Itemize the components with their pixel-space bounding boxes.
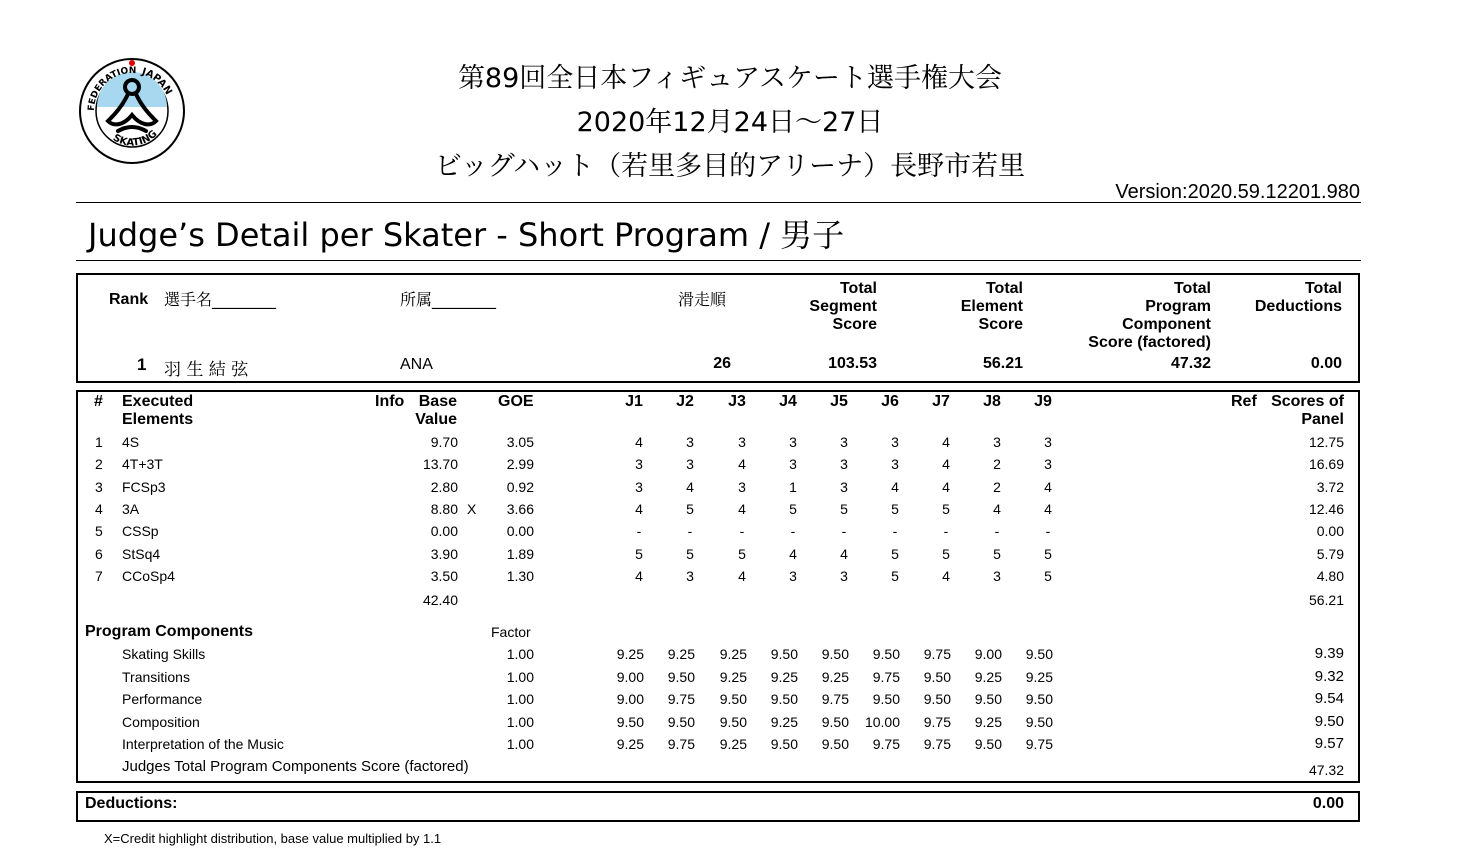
element-base-value: 3.90	[430, 545, 458, 562]
component-judge-score: 9.75	[923, 646, 951, 662]
component-judge-score: 9.50	[821, 646, 849, 662]
judge-score: 4	[993, 500, 1001, 517]
club-header: 所属________	[400, 290, 497, 309]
ref-header: Ref	[1231, 393, 1257, 410]
component-judge-score: 9.50	[667, 713, 695, 730]
judge-score: 3	[840, 434, 848, 450]
component-name: Composition	[122, 713, 200, 730]
judge-score: -	[841, 523, 847, 540]
component-judge-score: 9.50	[821, 736, 849, 752]
judge-score: 4	[1044, 478, 1052, 495]
element-code: StSq4	[122, 545, 161, 562]
logo-text-bottom: SKATING	[110, 128, 160, 149]
element-base-value: 13.70	[422, 456, 458, 473]
judge-score: 5	[942, 500, 950, 517]
judge-score: 3	[686, 434, 694, 450]
judge-score: -	[636, 523, 642, 540]
element-base-value: 2.80	[430, 478, 458, 495]
component-judge-score: 9.25	[974, 713, 1002, 730]
component-judge-score: 9.50	[719, 713, 747, 730]
element-number: 1	[95, 434, 103, 450]
element-goe: 1.89	[506, 545, 534, 562]
deductions-value: 0.00	[1312, 795, 1344, 812]
component-judge-score: 9.25	[1025, 668, 1053, 685]
judge-score: 3	[789, 567, 797, 584]
deductions-box	[76, 791, 1360, 822]
element-code: CSSp	[122, 523, 159, 540]
judge-score: 5	[942, 545, 950, 562]
element-code: FCSp3	[122, 478, 166, 495]
judge-score: 3	[993, 567, 1001, 584]
element-panel-score: 12.75	[1308, 434, 1344, 450]
component-judge-score: 9.00	[616, 668, 644, 685]
deductions-label: Deductions:	[85, 795, 178, 812]
component-factor: 1.00	[506, 736, 534, 752]
panel-header: Scores of Panel	[1271, 393, 1344, 428]
judge-score: 5	[635, 545, 643, 562]
element-info: X	[467, 500, 477, 517]
goe-header: GOE	[498, 393, 534, 410]
element-goe: 1.30	[506, 567, 534, 584]
judge-score: 5	[789, 500, 797, 517]
divider-bottom	[76, 260, 1361, 261]
component-judge-score: 9.50	[1025, 691, 1053, 707]
judge-score: 3	[789, 434, 797, 450]
component-judge-score: 9.25	[821, 668, 849, 685]
judge-score: 3	[789, 456, 797, 473]
judge-score: 4	[635, 500, 643, 517]
judge-score: 4	[635, 567, 643, 584]
element-code: CCoSp4	[122, 567, 175, 584]
component-judge-score: 9.25	[667, 646, 695, 662]
element-panel-score: 4.80	[1316, 567, 1344, 584]
ded-header: Total Deductions	[1254, 280, 1342, 315]
divider-top	[76, 202, 1361, 203]
component-judge-score: 9.75	[872, 668, 900, 685]
element-number: 5	[95, 523, 103, 540]
judge-score: 4	[738, 500, 746, 517]
judge-score: -	[994, 523, 1000, 540]
element-number: 4	[95, 500, 103, 517]
element-base-value: 8.80	[430, 500, 458, 517]
component-judge-score: 9.75	[872, 736, 900, 752]
judge-score: -	[892, 523, 898, 540]
component-score: 9.50	[1314, 712, 1344, 730]
element-base-value: 9.70	[430, 434, 458, 450]
component-factor: 1.00	[506, 668, 534, 685]
judge-score: 4	[738, 567, 746, 584]
component-judge-score: 10.00	[864, 713, 900, 730]
components-total: 47.32	[1308, 762, 1344, 778]
judge-score: 5	[840, 500, 848, 517]
element-base-value: 3.50	[430, 567, 458, 584]
footnote: X=Credit highlight distribution, base value multiplied by 1.1	[104, 831, 442, 846]
element-number: 6	[95, 545, 103, 562]
component-judge-score: 9.50	[923, 668, 951, 685]
judge-score: 4	[789, 545, 797, 562]
judge-score: 5	[891, 500, 899, 517]
component-judge-score: 9.25	[719, 736, 747, 752]
judge-header-6: J6	[881, 393, 899, 410]
judge-score: 2	[993, 456, 1001, 473]
skater-club: ANA	[400, 356, 433, 373]
components-title: Program Components	[85, 623, 254, 640]
judge-score: 3	[738, 478, 746, 495]
component-factor: 1.00	[506, 713, 534, 730]
component-judge-score: 9.75	[1025, 736, 1053, 752]
component-judge-score: 9.75	[923, 736, 951, 752]
component-judge-score: 9.50	[872, 691, 900, 707]
skater-tes: 56.21	[982, 355, 1023, 372]
component-name: Interpretation of the Music	[122, 736, 284, 752]
judge-score: 3	[891, 434, 899, 450]
factor-label: Factor	[491, 624, 531, 640]
component-judge-score: 9.50	[974, 736, 1002, 752]
judge-header-8: J8	[983, 393, 1001, 410]
component-judge-score: 9.25	[770, 713, 798, 730]
components-total-label: Judges Total Program Components Score (factored)	[122, 758, 469, 775]
order-header: 滑走順	[678, 290, 727, 309]
element-panel-score: 12.46	[1308, 500, 1344, 517]
pcs-header: Total Program Component Score (factored)	[1088, 280, 1211, 351]
judge-score: 4	[738, 456, 746, 473]
component-judge-score: 9.00	[974, 646, 1002, 662]
judge-header-2: J2	[676, 393, 694, 410]
component-score: 9.54	[1314, 690, 1344, 707]
base-header: Base Value	[415, 393, 457, 428]
judge-score: 3	[635, 456, 643, 473]
rank-header: Rank	[109, 291, 149, 308]
component-judge-score: 9.50	[1025, 646, 1053, 662]
component-judge-score: 9.25	[770, 668, 798, 685]
event-title: 第89回全日本フィギュアスケート選手権大会	[457, 63, 1003, 94]
judge-header-4: J4	[779, 393, 797, 410]
judge-score: 5	[891, 567, 899, 584]
judge-score: 5	[686, 545, 694, 562]
judge-score: 3	[840, 567, 848, 584]
judge-score: 3	[635, 478, 643, 495]
element-panel-score: 0.00	[1316, 523, 1344, 540]
judge-score: 5	[738, 545, 746, 562]
judge-score: 3	[891, 456, 899, 473]
judge-score: 5	[1044, 545, 1052, 562]
judge-score: 4	[942, 478, 950, 495]
judge-header-1: J1	[625, 393, 643, 410]
judge-score: -	[739, 523, 745, 540]
element-goe: 3.05	[506, 434, 534, 450]
component-judge-score: 9.75	[667, 691, 695, 707]
element-goe: 3.66	[506, 500, 534, 517]
component-judge-score: 9.75	[821, 691, 849, 707]
element-code: 4S	[122, 434, 140, 450]
info-header: Info	[375, 393, 405, 410]
judge-score: 2	[993, 478, 1001, 495]
element-number: 7	[95, 567, 103, 584]
component-judge-score: 9.25	[974, 668, 1002, 685]
event-dates: 2020年12月24日～27日	[576, 107, 884, 138]
skater-deductions: 0.00	[1310, 355, 1342, 372]
component-name: Performance	[122, 691, 203, 707]
logo-text-top: JAPAN	[140, 66, 174, 97]
element-goe: 0.92	[506, 478, 534, 495]
element-number: 2	[95, 456, 103, 473]
judge-score: 5	[891, 545, 899, 562]
base-total: 42.40	[422, 592, 458, 608]
judge-score: 3	[686, 567, 694, 584]
component-judge-score: 9.50	[770, 646, 798, 662]
judge-score: 1	[789, 478, 797, 495]
component-judge-score: 9.00	[616, 691, 644, 707]
component-name: Transitions	[122, 668, 190, 685]
judge-score: 3	[1044, 456, 1052, 473]
executed-header: Executed Elements	[122, 393, 194, 428]
judge-score: -	[1045, 523, 1051, 540]
component-judge-score: 9.50	[872, 646, 900, 662]
component-score: 9.32	[1314, 667, 1344, 685]
component-judge-score: 9.75	[667, 736, 695, 752]
judge-header-3: J3	[728, 393, 746, 410]
skater-order: 26	[713, 355, 731, 372]
component-judge-score: 9.50	[923, 691, 951, 707]
num-header: #	[94, 393, 103, 410]
skater-name: 羽 生 結 弦	[164, 360, 249, 380]
judge-score: 3	[686, 456, 694, 473]
element-code: 3A	[122, 500, 140, 517]
component-judge-score: 9.75	[923, 713, 951, 730]
judge-score: 4	[942, 434, 950, 450]
judge-score: -	[687, 523, 693, 540]
skater-tss: 103.53	[828, 355, 877, 372]
event-venue: ビッグハット（若里多目的アリーナ）長野市若里	[434, 151, 1026, 182]
component-name: Skating Skills	[122, 646, 206, 662]
tes-header: Total Element Score	[960, 280, 1023, 333]
component-judge-score: 9.50	[770, 691, 798, 707]
version-label: Version:2020.59.12201.980	[1115, 181, 1360, 203]
element-goe: 0.00	[506, 523, 534, 540]
component-judge-score: 9.50	[770, 736, 798, 752]
judge-score: 3	[993, 434, 1001, 450]
element-panel-score: 3.72	[1316, 478, 1344, 495]
judge-score: 4	[942, 456, 950, 473]
component-judge-score: 9.50	[719, 691, 747, 707]
logo-text-left: FEDERATION	[86, 65, 137, 112]
judge-score: 4	[942, 567, 950, 584]
component-judge-score: 9.50	[667, 668, 695, 685]
element-number: 3	[95, 478, 103, 495]
skater-pcs: 47.32	[1170, 355, 1211, 372]
judge-score: 5	[686, 500, 694, 517]
component-judge-score: 9.50	[1025, 713, 1053, 730]
judge-score: 4	[686, 478, 694, 495]
judge-score: 3	[840, 456, 848, 473]
judge-score: 4	[891, 478, 899, 495]
judge-score: 4	[840, 545, 848, 562]
detail-box	[76, 390, 1360, 783]
judge-score: 4	[635, 434, 643, 450]
judge-header-7: J7	[932, 393, 950, 410]
judge-header-9: J9	[1034, 393, 1052, 410]
element-panel-score: 16.69	[1308, 456, 1344, 473]
component-score: 9.39	[1314, 645, 1344, 662]
component-judge-score: 9.25	[616, 736, 644, 752]
component-judge-score: 9.50	[821, 713, 849, 730]
component-score: 9.57	[1314, 735, 1344, 752]
element-code: 4T+3T	[122, 456, 163, 473]
component-judge-score: 9.25	[719, 646, 747, 662]
document-title: Judge’s Detail per Skater - Short Program / 男子	[88, 216, 845, 254]
judge-score: 4	[1044, 500, 1052, 517]
judge-score: -	[790, 523, 796, 540]
element-base-value: 0.00	[430, 523, 458, 540]
element-panel-score: 5.79	[1316, 545, 1344, 562]
tss-header: Total Segment Score	[809, 280, 877, 333]
judge-score: -	[943, 523, 949, 540]
judge-score: 3	[840, 478, 848, 495]
judge-score: 3	[1044, 434, 1052, 450]
component-judge-score: 9.25	[616, 646, 644, 662]
element-goe: 2.99	[506, 456, 534, 473]
component-judge-score: 9.25	[719, 668, 747, 685]
component-factor: 1.00	[506, 646, 534, 662]
judge-score: 5	[1044, 567, 1052, 584]
judge-score: 5	[993, 545, 1001, 562]
judge-header-5: J5	[830, 393, 848, 410]
component-factor: 1.00	[506, 691, 534, 707]
skater-rank: 1	[137, 355, 147, 374]
component-judge-score: 9.50	[974, 691, 1002, 707]
judge-score: 3	[738, 434, 746, 450]
panel-total: 56.21	[1308, 592, 1344, 608]
component-judge-score: 9.50	[616, 713, 644, 730]
name-header: 選手名________	[164, 290, 277, 309]
